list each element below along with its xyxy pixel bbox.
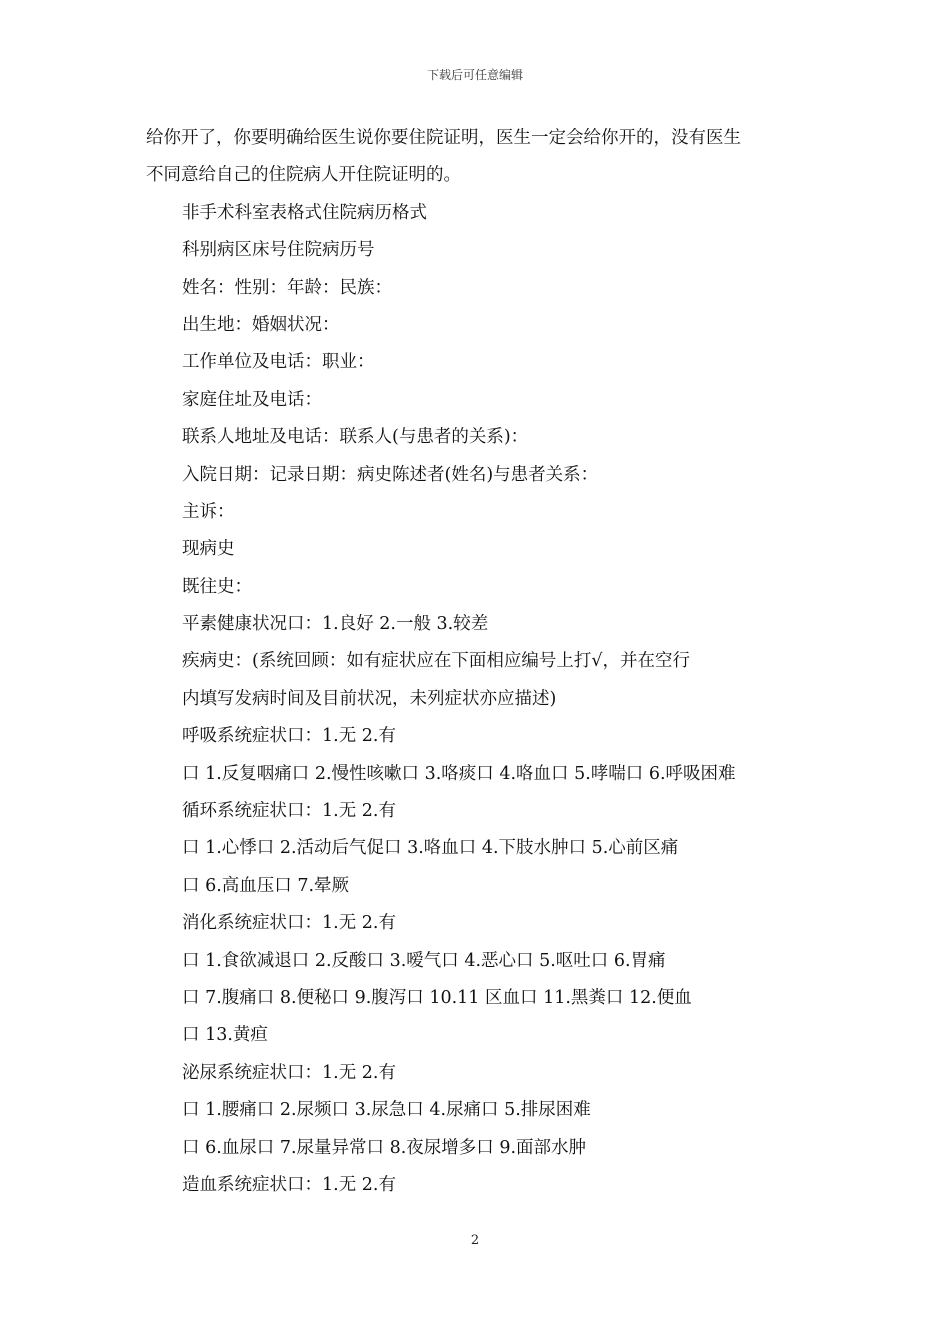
form-field-line: 平素健康状况口：1.良好 2.一般 3.较差 (182, 614, 489, 635)
form-field-line: 姓名：性别：年龄：民族： (182, 277, 392, 298)
symptom-line: 口 1.反复咽痛口 2.慢性咳嗽口 3.咯痰口 4.咯血口 5.哮喘口 6.呼吸困难 (182, 763, 736, 784)
text-line: 给你开了，你要明确给医生说你要住院证明，医生一定会给你开的，没有医生 (146, 128, 741, 148)
symptom-line: 呼吸系统症状口：1.无 2.有 (182, 726, 396, 747)
document-body (146, 120, 816, 1204)
symptom-line: 消化系统症状口：1.无 2.有 (182, 913, 396, 934)
form-field-line: 疾病史：(系统回顾：如有症状应在下面相应编号上打√，并在空行 (182, 651, 690, 672)
symptom-line: 造血系统症状口：1.无 2.有 (182, 1174, 396, 1195)
form-field-line: 内填写发病时间及目前状况，未列症状亦应描述) (182, 688, 557, 709)
symptom-line: 口 7.腹痛口 8.便秘口 9.腹泻口 10.11 区血口 11.黑粪口 12.便血 (182, 987, 692, 1008)
symptom-line: 口 13.黄疸 (182, 1025, 268, 1046)
symptom-line: 泌尿系统症状口：1.无 2.有 (182, 1062, 396, 1083)
page-number: 2 (470, 1233, 480, 1248)
symptom-line: 口 6.血尿口 7.尿量异常口 8.夜尿增多口 9.面部水肿 (182, 1137, 587, 1158)
form-field-line: 既往史： (182, 576, 252, 597)
symptom-line: 口 6.高血压口 7.晕厥 (182, 875, 350, 896)
form-field-line: 入院日期：记录日期：病史陈述者(姓名)与患者关系： (182, 464, 599, 485)
page-header: 下载后可任意编辑 (426, 68, 523, 82)
section-title: 非手术科室表格式住院病历格式 (182, 202, 427, 223)
symptom-line: 口 1.食欲减退口 2.反酸口 3.嗳气口 4.恶心口 5.呕吐口 6.胃痛 (182, 950, 666, 971)
form-field-line: 主诉： (182, 501, 235, 522)
text-line: 不同意给自己的住院病人开住院证明的。 (146, 165, 461, 186)
symptom-line: 循环系统症状口：1.无 2.有 (182, 801, 396, 822)
form-field-line: 出生地：婚姻状况： (182, 314, 340, 335)
form-field-line: 工作单位及电话：职业： (182, 352, 375, 373)
symptom-line: 口 1.腰痛口 2.尿频口 3.尿急口 4.尿痛口 5.排尿困难 (182, 1100, 591, 1121)
form-field-line: 家庭住址及电话： (182, 389, 322, 410)
form-field-line: 联系人地址及电话：联系人(与患者的关系)： (182, 427, 529, 448)
form-field-line: 现病史 (182, 539, 235, 560)
symptom-line: 口 1.心悸口 2.活动后气促口 3.咯血口 4.下肢水肿口 5.心前区痛 (182, 838, 679, 859)
form-field-line: 科别病区床号住院病历号 (182, 240, 375, 261)
